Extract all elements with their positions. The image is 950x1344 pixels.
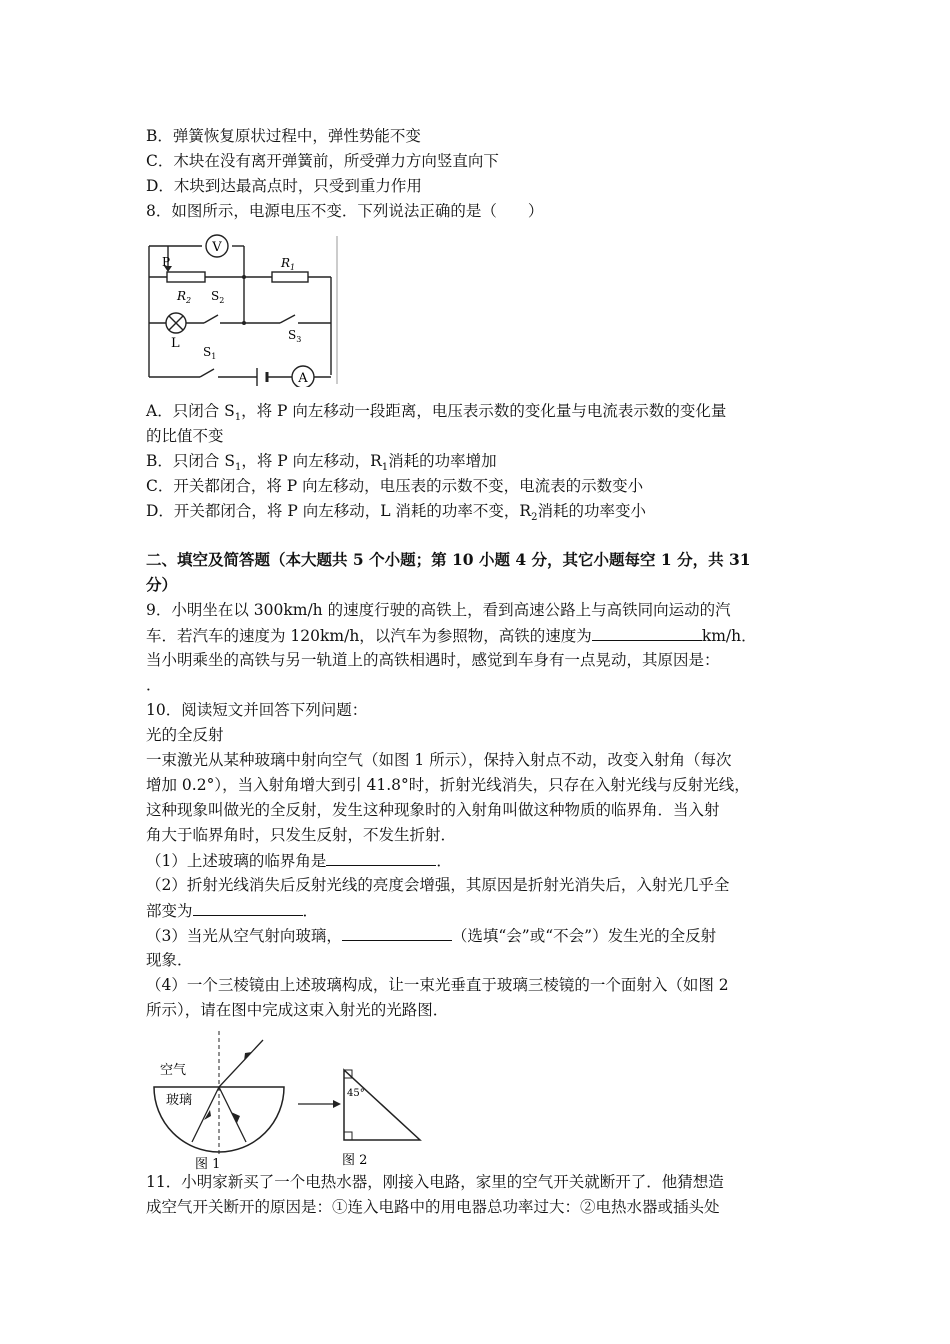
q10-subq1: （1）上述玻璃的临界角是 ． [146, 852, 452, 870]
q10-subq3-line1: （3）当光从空气射向玻璃， （选填“会”或“不会”）发生光的全反射 [146, 927, 717, 945]
fig2-angle-label: 45° [347, 1088, 365, 1099]
q10-subq4-line1: （4）一个三棱镜由上述玻璃构成，让一束光垂直于玻璃三棱镜的一个面射入（如图 2 [146, 976, 729, 994]
q9-line1: 9．小明坐在以 300km/h 的速度行驶的高铁上，看到高速公路上与高铁同向运动的汽 [146, 601, 731, 619]
q10-subq2-line2: 部变为 ． [146, 902, 319, 920]
q8-option-c: C．开关都闭合，将 P 向左移动，电压表的示数不变，电流表的示数变小 [146, 477, 644, 495]
q7-option-b: B．弹簧恢复原状过程中，弹性势能不变 [146, 127, 421, 145]
section2-heading: 二、填空及简答题（本大题共 5 个小题；第 10 小题 4 分，其它小题每空 1 分，共 31 [146, 550, 751, 569]
q10-passage-line1: 一束激光从某种玻璃中射向空气（如图 1 所示），保持入射点不动，改变入射角（每次 [146, 751, 732, 769]
r1-label: $R_1$ [281, 256, 296, 272]
q8-option-d: D．开关都闭合，将 P 向左移动，L 消耗的功率不变，$R_2$消耗的功率变小 [146, 502, 646, 524]
lamp-label: L [171, 336, 180, 351]
q8-option-a-line2: 的比值不变 [146, 427, 224, 445]
q11-line2: 成空气开关断开的原因是：①连入电路中的用电器总功率过大：②电热水器或插头处 [146, 1198, 720, 1216]
voltmeter-label: V [212, 240, 222, 255]
q10-subq2-line1: （2）折射光线消失后反射光线的亮度会增强，其原因是折射光消失后，入射光几乎全 [146, 876, 730, 894]
figure-2-prism [298, 1070, 420, 1168]
q10-stem: 10．阅读短文并回答下列问题： [146, 701, 368, 719]
q8-circuit-diagram [140, 232, 345, 387]
q10-passage-line3: 这种现象叫做光的全反射，发生这种现象时的入射角叫做这种物质的临界角．当入射 [146, 801, 720, 819]
section2-heading-cont: 分） [146, 575, 178, 594]
q10-blank-3[interactable] [342, 925, 452, 941]
q8-option-a-line1: A．只闭合 $S_1$，将 P 向左移动一段距离，电压表示数的变化量与电流表示数的变化量 [146, 402, 727, 424]
q9-line3: 当小明乘坐的高铁与另一轨道上的高铁相遇时，感觉到车身有一点晃动，其原因是： [146, 651, 720, 669]
q9-blank[interactable] [592, 625, 702, 641]
q10-blank-2[interactable] [193, 900, 303, 916]
s3-label: $S_3$ [288, 328, 302, 344]
s2-label: $S_2$ [211, 289, 225, 305]
q11-line1: 11．小明家新买了一个电热水器，刚接入电路，家里的空气开关就断开了．他猜想造 [146, 1173, 724, 1191]
fig1-air-label: 空气 [160, 1063, 187, 1078]
fig2-caption: 图 2 [342, 1153, 368, 1168]
figure-1-semicircle-glass [154, 1031, 284, 1172]
q10-passage-title: 光的全反射 [146, 726, 224, 744]
q9-line4: ． [146, 676, 162, 694]
q10-blank-1[interactable] [326, 850, 436, 866]
q10-figures [150, 1026, 430, 1172]
fig1-glass-label: 玻璃 [166, 1093, 193, 1108]
ammeter-label: A [298, 371, 308, 386]
slider-p-label: P [162, 255, 171, 269]
q7-option-c: C．木块在没有离开弹簧前，所受弹力方向竖直向下 [146, 152, 499, 170]
q7-option-d: D．木块到达最高点时，只受到重力作用 [146, 177, 422, 195]
q10-passage-line2: 增加 0.2°），当入射角增大到引 41.8°时，折射光线消失，只存在入射光线与反射光线， [146, 776, 750, 794]
q10-subq4-line2: 所示），请在图中完成这束入射光的光路图． [146, 1001, 449, 1019]
q10-subq3-line2: 现象． [146, 951, 193, 969]
fig1-caption: 图 1 [195, 1157, 221, 1172]
r2-label: $R_2$ [177, 289, 192, 305]
q9-line2: 车．若汽车的速度为 120km/h，以汽车为参照物，高铁的速度为 km/h． [146, 627, 757, 645]
q8-stem: 8．如图所示，电源电压不变．下列说法正确的是（ ） [146, 202, 544, 220]
q8-option-b: B．只闭合 $S_1$，将 P 向左移动，$R_1$消耗的功率增加 [146, 452, 497, 474]
s1-label: $S_1$ [203, 345, 217, 361]
q10-passage-line4: 角大于临界角时，只发生反射，不发生折射． [146, 826, 457, 844]
